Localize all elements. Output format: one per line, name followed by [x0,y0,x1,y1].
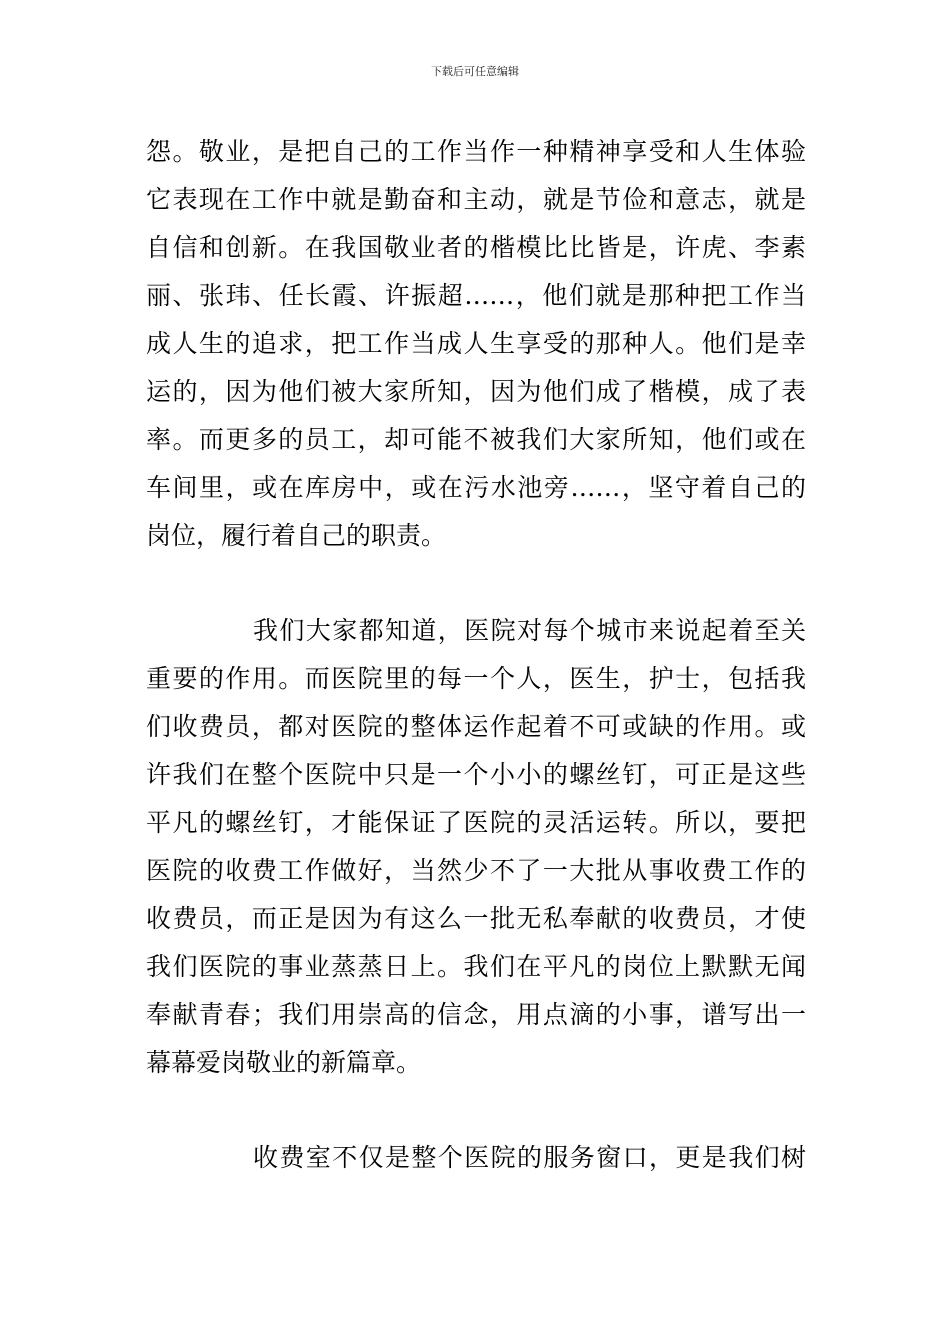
text-line: 收费室不仅是整个医院的服务窗口，更是我们树 [253,1143,806,1172]
text-line: 丽、张玮、任长霞、许振超……，他们就是那种把工作当 [146,281,806,310]
page-header: 下载后可任意编辑 [431,65,519,78]
text-line: 医院的收费工作做好，当然少不了一大批从事收费工作的 [146,856,806,885]
document-body [146,128,806,1182]
text-line: 们收费员，都对医院的整体运作起着不可或缺的作用。或 [146,712,806,741]
text-line: 奉献青春；我们用崇高的信念，用点滴的小事，谱写出一 [146,1000,806,1029]
paragraph-2 [146,607,806,1087]
paragraph-spacer [146,1087,806,1134]
text-line: 运的，因为他们被大家所知，因为他们成了楷模，成了表 [146,377,806,406]
text-line: 它表现在工作中就是勤奋和主动，就是节俭和意志，就是 [146,185,806,214]
text-line: 我们大家都知道，医院对每个城市来说起着至关 [253,616,806,645]
text-line: 自信和创新。在我国敬业者的楷模比比皆是，许虎、李素 [146,233,806,262]
text-line: 我们医院的事业蒸蒸日上。我们在平凡的岗位上默默无闻 [146,952,806,981]
text-line: 重要的作用。而医院里的每一个人，医生，护士，包括我 [146,664,806,693]
text-line: 成人生的追求，把工作当成人生享受的那种人。他们是幸 [146,329,806,358]
text-line: 平凡的螺丝钉，才能保证了医院的灵活运转。所以，要把 [146,808,806,837]
paragraph-3 [146,1134,806,1182]
paragraph-1 [146,128,806,560]
text-line: 收费员，而正是因为有这么一批无私奉献的收费员，才使 [146,904,806,933]
text-line: 车间里，或在库房中，或在污水池旁……，坚守着自己的 [146,473,806,502]
text-line: 幕幕爱岗敬业的新篇章。 [146,1048,422,1077]
text-line: 怨。敬业，是把自己的工作当作一种精神享受和人生体验 [146,137,806,166]
text-line: 岗位，履行着自己的职责。 [146,521,447,550]
paragraph-spacer [146,560,806,607]
text-line: 率。而更多的员工，却可能不被我们大家所知，他们或在 [146,425,806,454]
text-line: 许我们在整个医院中只是一个小小的螺丝钉，可正是这些 [146,760,806,789]
